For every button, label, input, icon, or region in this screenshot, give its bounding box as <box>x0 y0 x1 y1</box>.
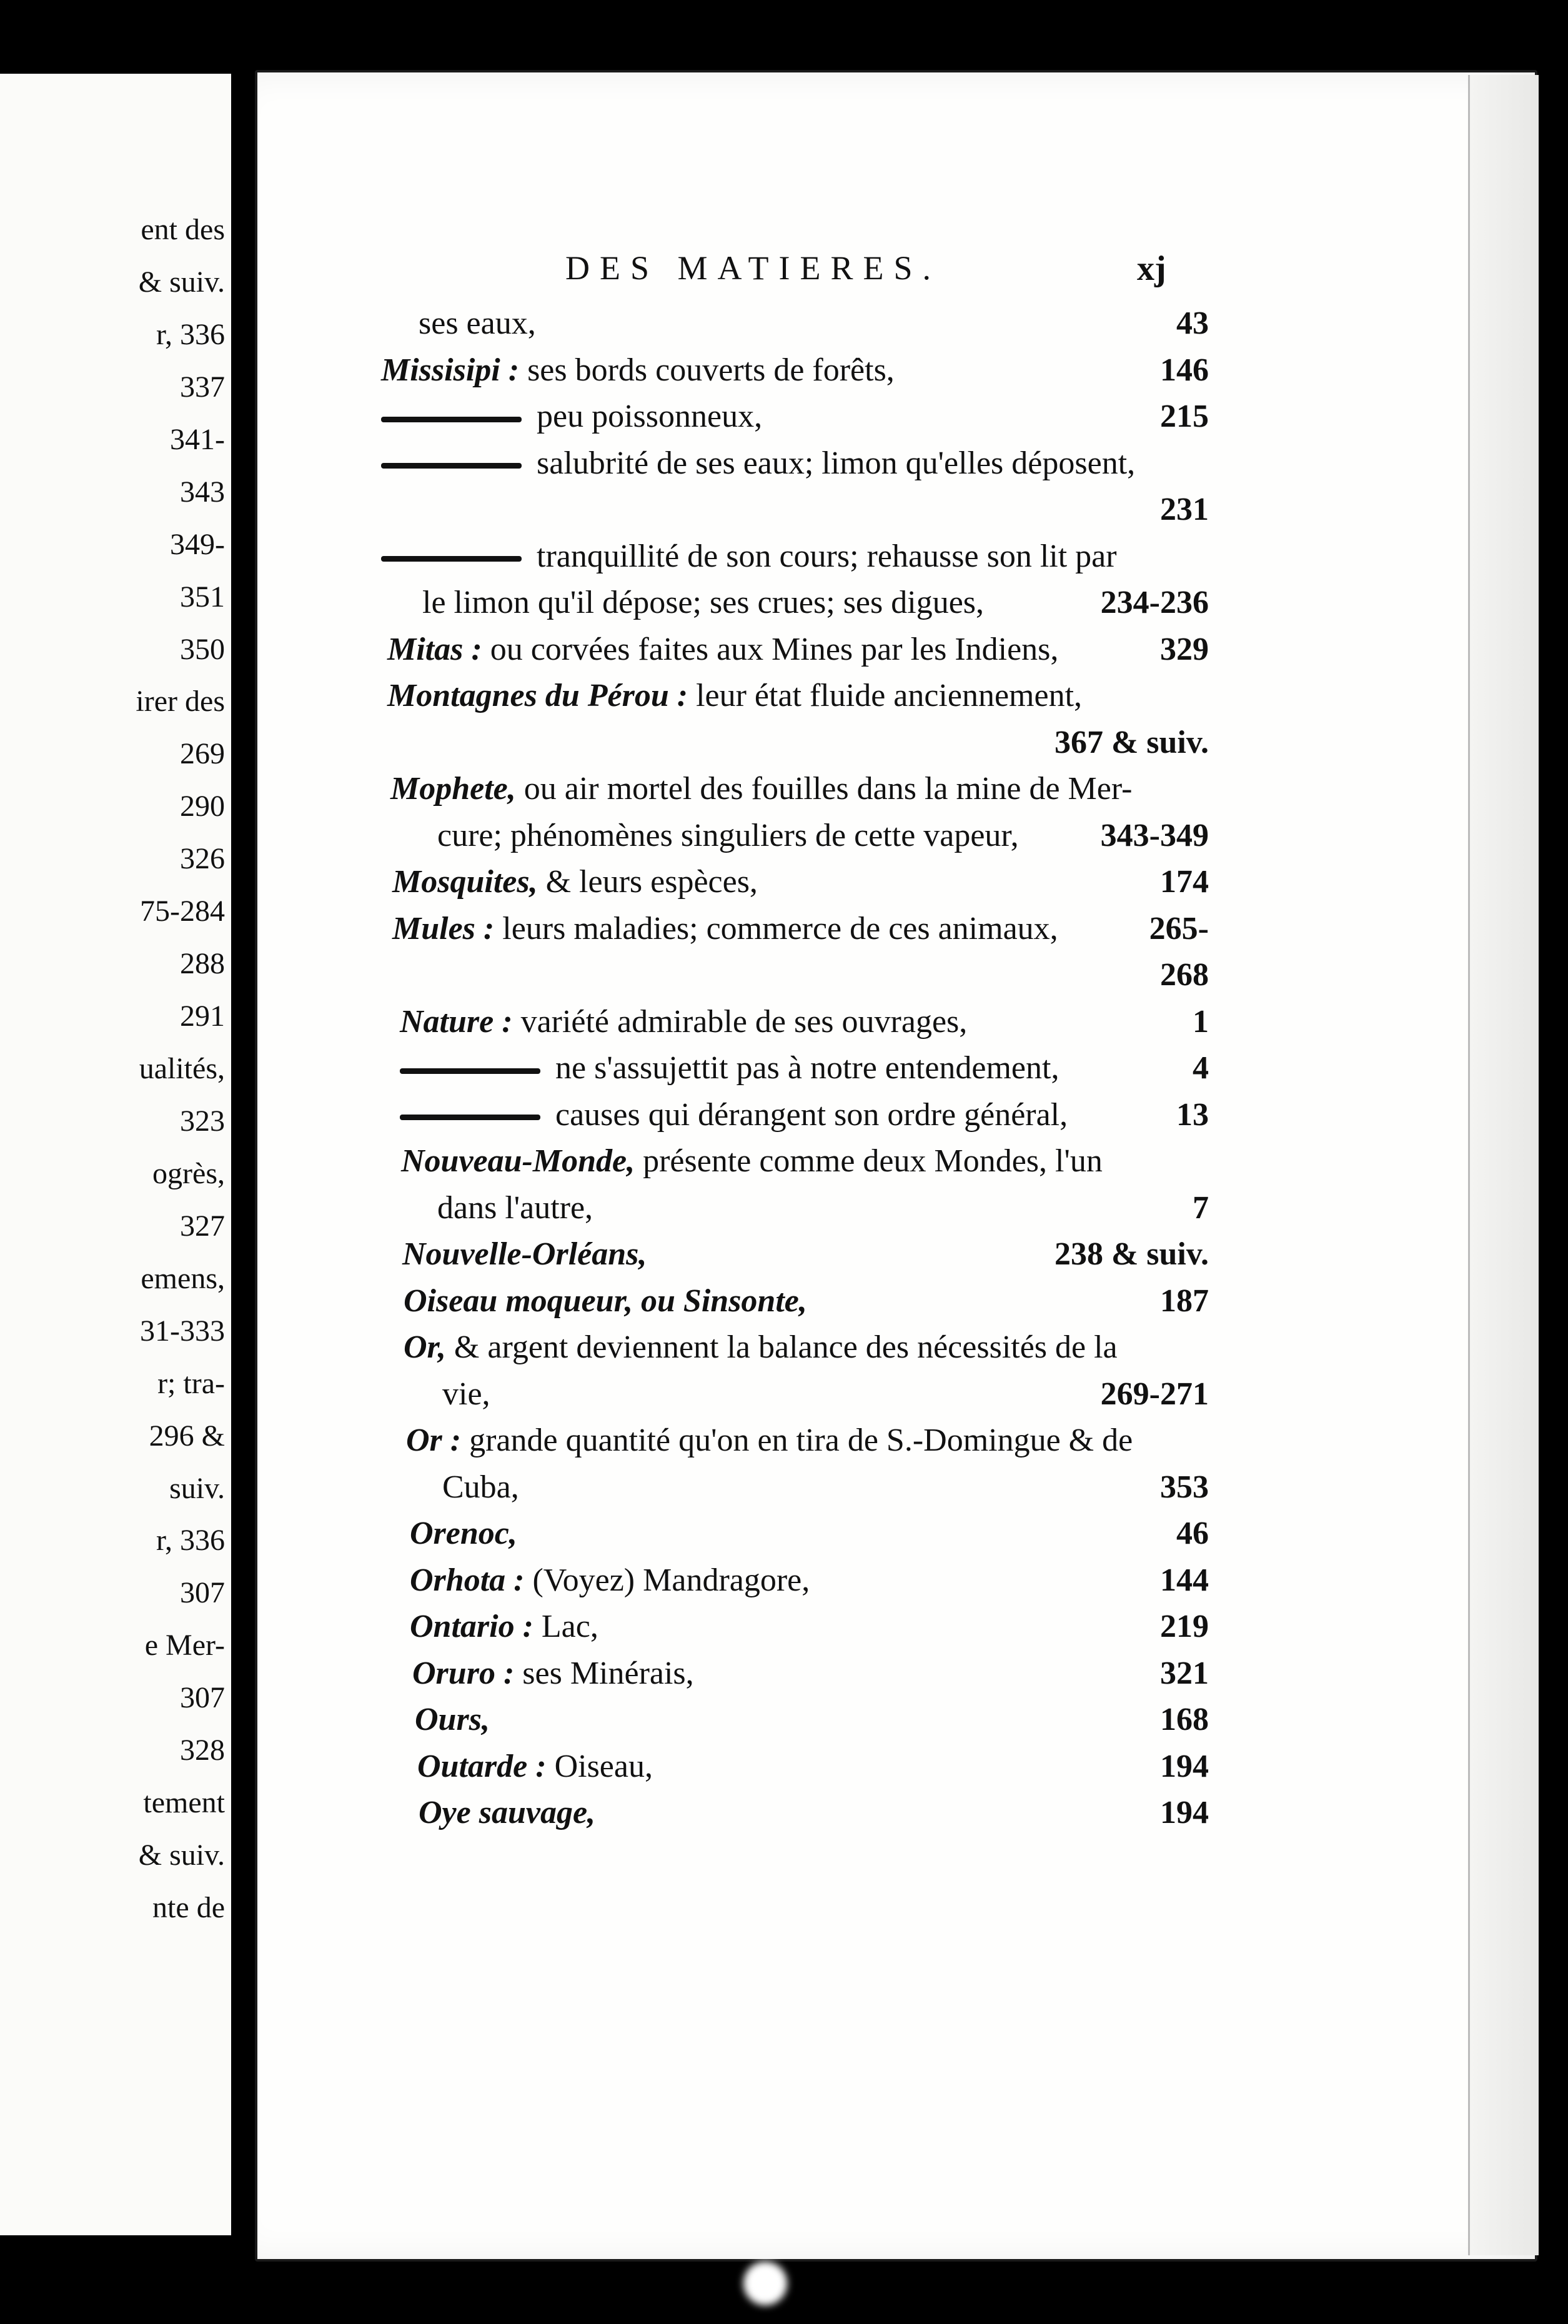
ditto-dash <box>381 417 522 422</box>
page-edge <box>1468 75 1539 2255</box>
left-page-fragment: r; tra- <box>157 1366 225 1400</box>
index-entry <box>442 1376 490 1413</box>
left-page-fragment: 341- <box>170 422 225 456</box>
page-reference: 43 <box>1176 305 1209 341</box>
entry-text: ne s'assujettit pas à notre entendement, <box>555 1050 1059 1086</box>
index-entry <box>400 1096 1068 1133</box>
left-page-fragment: & suiv. <box>138 265 225 299</box>
page-reference: 194 <box>1160 1748 1209 1784</box>
page-reference: 269-271 <box>1100 1376 1209 1412</box>
entry-head: Or : <box>406 1423 462 1458</box>
entry-text: ses Minérais, <box>522 1655 694 1691</box>
entry-text: ses bords couverts de forêts, <box>527 352 895 388</box>
index-entry <box>415 1701 490 1738</box>
left-page-fragment: 326 <box>180 842 225 876</box>
page-reference: 343-349 <box>1100 817 1209 853</box>
index-entry <box>390 770 1132 807</box>
left-page-fragment: tement <box>143 1786 225 1820</box>
entry-head: Mules : <box>392 910 495 946</box>
index-entry <box>419 1794 595 1831</box>
index-entry <box>410 1515 517 1552</box>
page-reference: 367 & suiv. <box>1054 724 1209 760</box>
page-reference: 4 <box>1193 1050 1209 1086</box>
index-entry <box>381 538 1117 575</box>
page-reference: 1 <box>1193 1003 1209 1040</box>
entry-head: Missisipi : <box>381 352 520 388</box>
page-reference: 353 <box>1160 1469 1209 1505</box>
index-entry <box>422 584 984 621</box>
page-reference: 7 <box>1193 1189 1209 1226</box>
index-entry <box>410 1562 810 1599</box>
page-reference: 321 <box>1160 1655 1209 1691</box>
left-page-fragment: r, 336 <box>156 317 225 351</box>
page-reference: 144 <box>1160 1562 1209 1598</box>
entry-text: présente comme deux Mondes, l'un <box>643 1143 1103 1179</box>
left-page-fragment: 349- <box>170 527 225 561</box>
entry-text: causes qui dérangent son ordre général, <box>555 1096 1068 1133</box>
page-reference: 265- <box>1149 910 1209 946</box>
left-page-fragment: 351 <box>180 580 225 613</box>
entry-text: Cuba, <box>442 1469 519 1505</box>
entry-text: & argent deviennent la balance des nécessités de la <box>454 1329 1118 1365</box>
running-head: DES MATIERES. <box>565 249 941 287</box>
index-entry <box>400 1050 1059 1086</box>
left-page-fragment: 288 <box>180 947 225 981</box>
entry-text: variété admirable de ses ouvrages, <box>520 1003 968 1040</box>
entry-head: Orhota : <box>410 1562 525 1598</box>
entry-head: Oruro : <box>412 1655 515 1691</box>
folio: xj <box>1137 249 1166 288</box>
left-page-fragment: emens, <box>141 1261 225 1295</box>
index-entry <box>402 1236 647 1273</box>
entry-text: Oiseau, <box>554 1748 653 1784</box>
index-entry <box>401 1143 1103 1179</box>
entry-head: Nouveau-Monde, <box>401 1143 635 1179</box>
index-entry <box>412 1655 694 1692</box>
index-entry <box>404 1283 807 1319</box>
page-reference: 13 <box>1176 1096 1209 1133</box>
entry-head: Orenoc, <box>410 1516 517 1551</box>
entry-head: Nouvelle-Orléans, <box>402 1236 647 1272</box>
page-reference: 146 <box>1160 352 1209 388</box>
entry-text: peu poissonneux, <box>537 399 763 434</box>
entry-head: Ontario : <box>410 1609 533 1644</box>
index-entry <box>381 398 762 435</box>
index-entry <box>392 863 758 900</box>
page-reference: 219 <box>1160 1609 1209 1644</box>
entry-text: ou Sinsonte, <box>640 1283 807 1319</box>
book-gutter <box>231 69 256 2243</box>
entry-head: Outarde : <box>417 1748 547 1784</box>
entry-head: Oye sauvage, <box>419 1795 596 1830</box>
page-reference: 215 <box>1160 399 1209 434</box>
entry-head: Ours, <box>415 1702 490 1737</box>
left-page-fragment: 291 <box>180 1000 225 1033</box>
index-entry <box>442 1469 519 1506</box>
ditto-dash <box>381 463 522 469</box>
left-page-fragment: 307 <box>180 1681 225 1715</box>
index-entry <box>381 352 895 389</box>
left-page-fragment: nte de <box>152 1891 225 1925</box>
entry-text: grande quantité qu'on en tira de S.-Domingue & de <box>469 1423 1133 1458</box>
left-page-fragment: 323 <box>180 1104 225 1138</box>
left-page-fragment: 328 <box>180 1734 225 1767</box>
left-page-fragment: suiv. <box>169 1471 225 1505</box>
ditto-dash <box>381 556 522 562</box>
ditto-dash <box>400 1115 540 1120</box>
left-page-fragment: ent des <box>141 213 225 246</box>
index-entry <box>417 1748 653 1785</box>
left-page-fragment: r, 336 <box>156 1524 225 1557</box>
index-entry <box>404 1329 1118 1366</box>
left-page-fragment: & suiv. <box>138 1839 225 1872</box>
entry-head: Oiseau moqueur, <box>404 1283 633 1319</box>
entry-text: ou air mortel des fouilles dans la mine de Mer- <box>523 771 1133 807</box>
left-page-fragment: 327 <box>180 1209 225 1243</box>
index-entry <box>437 817 1019 854</box>
entry-head: Montagnes du Pérou : <box>387 678 688 713</box>
left-page-fragment: 296 & <box>149 1419 225 1452</box>
page-reference: 329 <box>1160 631 1209 667</box>
entry-head: Or, <box>404 1329 446 1365</box>
left-page-fragment: ualités, <box>139 1052 225 1086</box>
entry-text: tranquillité de son cours; rehausse son lit par <box>537 538 1117 574</box>
page-reference: 168 <box>1160 1702 1209 1737</box>
page-reference: 234-236 <box>1100 585 1209 620</box>
index-entry <box>406 1422 1133 1459</box>
entry-text: (Voyez) Mandragore, <box>532 1562 810 1598</box>
entry-text: dans l'autre, <box>437 1189 593 1226</box>
left-page <box>0 74 235 2235</box>
index-entry <box>437 1189 593 1226</box>
left-page-fragment: 75-284 <box>140 895 225 928</box>
left-page-fragment: 337 <box>180 370 225 404</box>
left-page-fragment: 350 <box>180 632 225 666</box>
index-entry <box>419 305 536 342</box>
index-entry <box>400 1003 967 1040</box>
left-page-fragment: 307 <box>180 1576 225 1610</box>
page-reference: 174 <box>1160 864 1209 900</box>
page-reference: 238 & suiv. <box>1054 1236 1209 1272</box>
index-entry <box>387 631 1058 668</box>
entry-head: Mosquites, <box>392 864 538 900</box>
left-page-fragment: 290 <box>180 790 225 823</box>
entry-text: salubrité de ses eaux; limon qu'elles déposent, <box>537 445 1136 481</box>
entry-text: Lac, <box>541 1609 598 1644</box>
left-page-fragment: 343 <box>180 475 225 509</box>
index-entry <box>392 910 1058 947</box>
ditto-dash <box>400 1068 540 1074</box>
left-page-fragment: irer des <box>136 685 225 718</box>
page-reference: 231 <box>1160 492 1209 527</box>
index-entry <box>410 1608 598 1645</box>
page-reference: 46 <box>1176 1516 1209 1551</box>
index-entry <box>387 677 1082 714</box>
entry-text: vie, <box>442 1376 490 1412</box>
entry-text: ses eaux, <box>419 305 536 341</box>
left-page-fragment: e Mer- <box>144 1629 225 1662</box>
entry-text: leur état fluide anciennement, <box>696 678 1083 713</box>
left-page-fragment: 269 <box>180 737 225 771</box>
left-page-fragment: ogrès, <box>152 1156 225 1190</box>
page-reference: 187 <box>1160 1283 1209 1319</box>
left-page-fragment: 31-333 <box>140 1314 225 1348</box>
index-entry <box>381 445 1135 482</box>
entry-text: ou corvées faites aux Mines par les Indiens, <box>490 631 1059 667</box>
entry-text: cure; phénomènes singuliers de cette vapeur, <box>437 817 1019 853</box>
ink-blot <box>743 2262 787 2305</box>
entry-text: leurs maladies; commerce de ces animaux, <box>502 910 1058 946</box>
entry-text: & leurs espèces, <box>545 864 758 900</box>
entry-head: Nature : <box>400 1003 513 1040</box>
page-reference: 268 <box>1160 957 1209 993</box>
entry-text: le limon qu'il dépose; ses crues; ses digues, <box>422 585 985 620</box>
entry-head: Mophete, <box>390 771 516 807</box>
entry-head: Mitas : <box>387 631 482 667</box>
page-reference: 194 <box>1160 1795 1209 1830</box>
